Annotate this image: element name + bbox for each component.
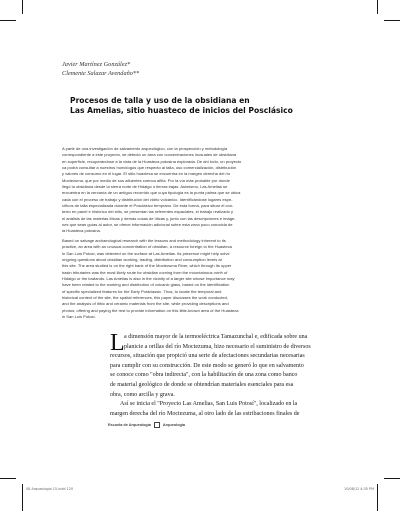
abstract-line: encuentra en la cercanía de un antiguo recorrido que cuya tipología es la punta palma que se ubica <box>62 190 241 196</box>
abstract-line: Moctezuma, que por medio de sus afluentes cuenca añila. Por la vía más probable por donde <box>62 177 230 183</box>
crop-mark <box>22 484 23 511</box>
abstract-line: llegó la obsidiana desde la sierra norte de Hidalgo o tierras bajas. Asimismo, Las Amelias se <box>62 184 228 190</box>
crop-mark <box>22 0 23 14</box>
abstract-line: this site. The area studied is on the right bank of the Moctezuma River, which through its upper <box>62 263 232 269</box>
abstract-line: A partir de una investigación de salvamento arqueológico, con la prospección y metodología <box>62 146 228 151</box>
body-line: recursos, situación que propició una serie de afectaciones secundarias necesarias <box>110 353 305 360</box>
abstract-line: nes que sean guías al autor, se ofrece información adicional sobre esta zona poco conocida de <box>62 222 233 228</box>
running-footer-right: Arqueología <box>162 423 186 427</box>
body-line: para cumplir con su construcción. De este modo se generó lo que en salvamento <box>110 362 304 369</box>
abstract-line: and the analysis of lithic and ceramic materials from the site, while providing descriptions and <box>62 301 229 307</box>
author-list <box>62 60 262 78</box>
abstract-line: cada con el proceso de trabajo y distribución del vidrio volcánico. Identificándose lugares espe- <box>62 196 233 202</box>
title-line: Procesos de talla y uso de la obsidiana en <box>70 96 250 105</box>
crop-mark <box>0 478 16 479</box>
abstract-line: in San Luis Potosí. <box>62 314 96 320</box>
crop-mark <box>384 478 400 479</box>
square-icon <box>154 422 160 428</box>
abstract-line: y valores de consumo en el lugar. El sitio huaxteca se encuentra en la margen derecha del río <box>62 171 231 177</box>
body-line: planicie a orillas del río Moctezuma, hizo necesario el suministro de diversos <box>124 343 311 350</box>
abstract-line: have been related to the working and distribution of volcanic glass, based on the identification <box>62 282 230 288</box>
abstract-line: historical context of the site, the spatial references, this paper discusses the work conducted, <box>62 295 229 301</box>
abstract-line: photos; offering and paying the rest to provide information on this little-known area of the Huasteca <box>62 307 239 313</box>
abstract-spanish <box>62 146 365 235</box>
crop-mark <box>377 0 378 14</box>
abstract-line: ca podrá consultar a nuestros homólogos que respecto al talla, uso comercialización, distribución <box>62 165 237 171</box>
print-slug-right: 10/08/12 4:35 PM <box>344 487 374 491</box>
drop-cap: L <box>110 330 125 356</box>
body-text <box>110 330 376 419</box>
title-line: Las Amelias, sitio huasteco de inicios del Posclásico <box>70 106 293 115</box>
crop-mark <box>0 20 16 21</box>
abstract-line: practice, an area with an unusual concentration of obsidian, a resource foreign to the Huasteca <box>62 244 232 250</box>
running-footer-left: Escuela de Arqueología <box>108 423 151 427</box>
running-footer <box>108 422 185 428</box>
abstract-line: ongoing questions about obsidian working, trading, distribution and consumption levels at <box>62 257 222 263</box>
abstract-line: Based on salvage archaeological research with the lessons and methodology inherent to its <box>62 238 226 243</box>
abstract-line: correspondiente a este proyecto, se detectó un área con concentraciones inusuales de obsidiana <box>62 152 237 158</box>
crop-mark <box>384 20 400 21</box>
article-title <box>70 96 370 116</box>
body-line: Así se inicia el "Proyecto Las Amelias, San Luis Potosí", localizado en la <box>120 401 298 408</box>
abstract-line: cíficos de talla especializada durante el Posclásico temprano. De esta forma, para situar el con- <box>62 203 234 209</box>
body-line: a dimensión mayor de la termoeléctrica Tamazunchal e, edificada sobre una <box>124 334 308 340</box>
abstract-line: el análisis de las materias líticas y demás cosas de líticas y, junto con las descripciones e imáge- <box>62 215 236 221</box>
abstract-line: texto en panel e histórico del sitio, se presentan las referentes espaciales, el trabajo realizado y <box>62 209 233 215</box>
abstract-line: in San Luis Potosí, was detected on the surface at Las Amelias. Its presence might help solve <box>62 250 230 256</box>
body-line: obra, como arcilla y grava. <box>110 391 175 398</box>
abstract-line: Hidalgo or the lowlands. Las Amelias is also in the vicinity of a larger site whose importance may <box>62 276 235 282</box>
abstract-line: basin tributaries was the most likely route for obsidian coming from the mountainous north of <box>62 269 228 275</box>
abstract-line: of specific specialized features for the Early Postclassic. Thus, to locate the temporal and <box>62 288 222 294</box>
body-line: se conoce como "obra indirecta", con la habilitación de una zona como banco <box>110 372 298 379</box>
abstract-line: en superficie, recuperándose a la vista de la Huasteca potosina explorada. De ahí todo, un proyecto <box>62 158 242 164</box>
abstract-english <box>62 238 365 320</box>
author-name: Javier Martínez González* <box>62 61 131 68</box>
print-slug-left: 08 Arqueologia 15.indd 120 <box>26 487 74 491</box>
body-line: margen derecha del río Moctezuma, al otro lado de las estribaciones finales de <box>110 410 300 417</box>
crop-mark <box>377 484 378 511</box>
author-name: Clemente Salazar Avendaño** <box>62 70 140 77</box>
abstract-line: la Huasteca potosina. <box>62 228 101 234</box>
body-line: de material geológico de donde se obtendrían materiales esenciales para esa <box>110 381 294 388</box>
